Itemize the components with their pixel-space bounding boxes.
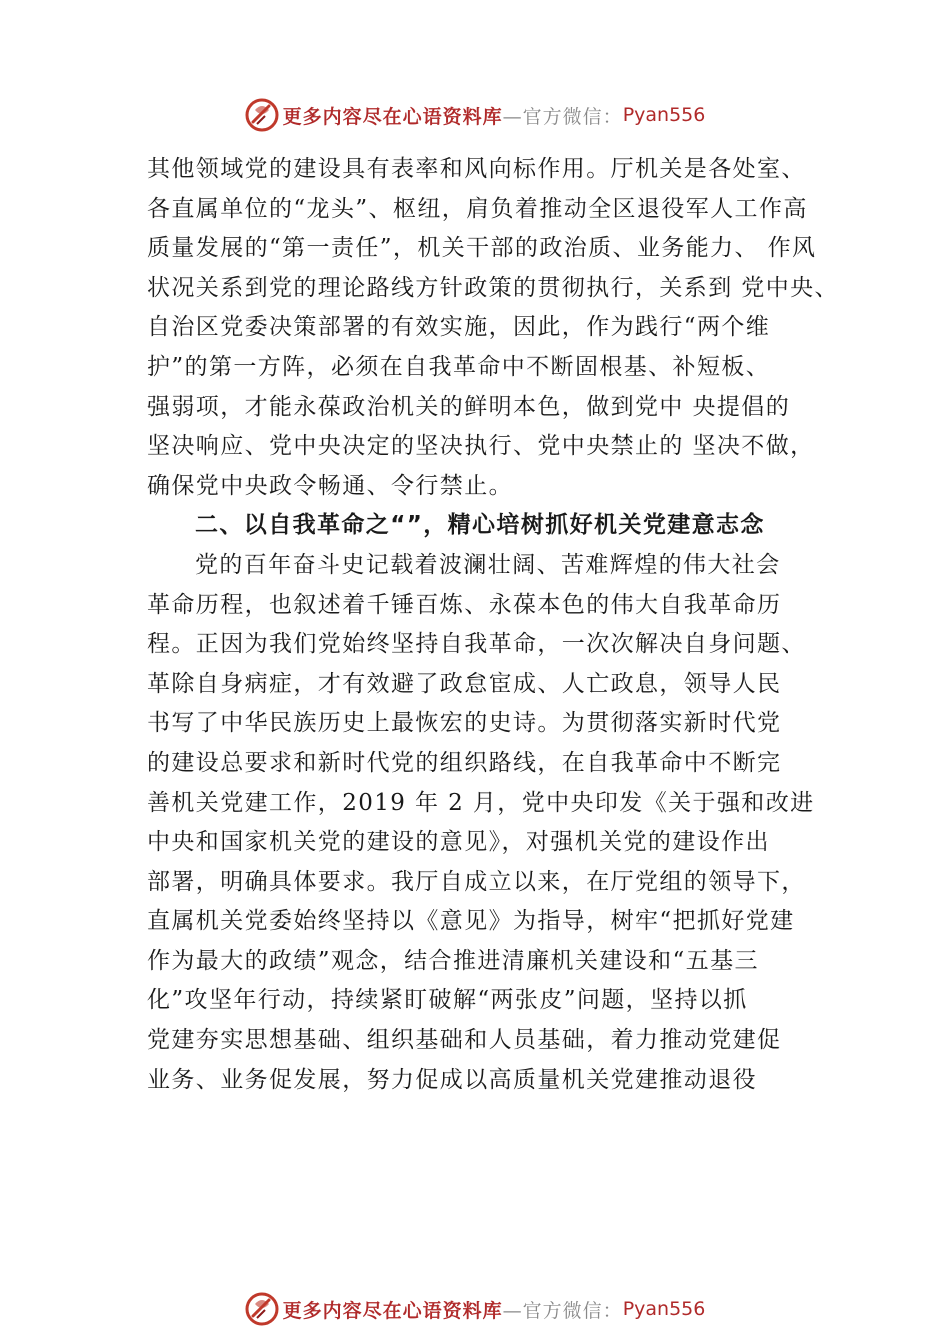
text-line: 直属机关党委始终坚持以《意见》为指导，树牢“把抓好党建	[147, 908, 795, 935]
banner-title: 更多内容尽在心语资料库	[282, 1299, 503, 1322]
text-line: 善机关党建工作，2019 年 2 月，党中央印发《关于强和改进	[147, 789, 815, 816]
text-line: 党建夯实思想基础、组织基础和人员基础，着力推动党建促	[147, 1027, 782, 1054]
text-line: 质量发展的“第一责任”，机关干部的政治质、业务能力、 作风	[147, 235, 817, 262]
text-line: 部署，明确具体要求。我厅自成立以来，在厅党组的领导下，	[147, 868, 806, 895]
text-line: 强弱项，才能永葆政治机关的鲜明本色，做到党中 央提倡的	[147, 393, 791, 420]
text-line: 的建设总要求和新时代党的组织路线，在自我革命中不断完	[147, 749, 782, 776]
text-line: 党的百年奋斗史记载着波澜壮阔、苦难辉煌的伟大社会	[195, 551, 781, 578]
text-line: 自治区党委决策部署的有效实施，因此，作为践行“两个维	[147, 314, 771, 341]
text-line: 其他领域党的建设具有表率和风向标作用。厅机关是各处室、	[147, 156, 806, 182]
section-heading: 二、以自我革命之“”，精心培树抓好机关党建意志念	[195, 512, 765, 539]
banner-title: 更多内容尽在心语资料库	[282, 105, 503, 128]
banner-wechat-id: Pyan556	[622, 104, 706, 126]
text-line: 程。正因为我们党始终坚持自我革命，一次次解决自身问题、	[147, 631, 806, 658]
text-line: 作为最大的政绩”观念，结合推进清廉机关建设和“五基三	[147, 947, 759, 974]
document-body	[147, 150, 839, 1100]
banner-subtitle: —官方微信：	[502, 1299, 623, 1322]
text-line: 革命历程，也叙述着千锤百炼、永葆本色的伟大自我革命历	[147, 591, 782, 618]
brand-logo-icon	[245, 1292, 279, 1326]
brand-logo-icon	[245, 98, 279, 132]
text-line: 护”的第一方阵，必须在自我革命中不断固根基、补短板、	[147, 353, 771, 380]
text-line: 业务、业务促发展，努力促成以高质量机关党建推动退役	[147, 1066, 757, 1093]
text-line: 各直属单位的“龙头”、枢纽，肩负着推动全区退役军人工作高	[147, 195, 808, 222]
text-line: 确保党中央政令畅通、令行禁止。	[147, 472, 513, 499]
text-line: 坚决响应、党中央决定的坚决执行、党中央禁止的 坚决不做，	[147, 433, 815, 460]
header-banner	[0, 95, 950, 135]
banner-subtitle: —官方微信：	[502, 105, 623, 128]
text-line: 革除自身病症，才有效避了政怠宦成、人亡政息，领导人民	[147, 670, 782, 697]
text-line: 化”攻坚年行动，持续紧盯破解“两张皮”问题，坚持以抓	[147, 987, 748, 1014]
text-line: 中央和国家机关党的建设的意见》，对强机关党的建设作出	[147, 829, 770, 856]
text-line: 书写了中华民族历史上最恢宏的史诗。为贯彻落实新时代党	[147, 710, 782, 737]
footer-banner	[0, 1289, 950, 1329]
text-line: 状况关系到党的理论路线方针政策的贯彻执行，关系到 党中央、	[147, 274, 839, 301]
banner-wechat-id: Pyan556	[622, 1298, 706, 1320]
